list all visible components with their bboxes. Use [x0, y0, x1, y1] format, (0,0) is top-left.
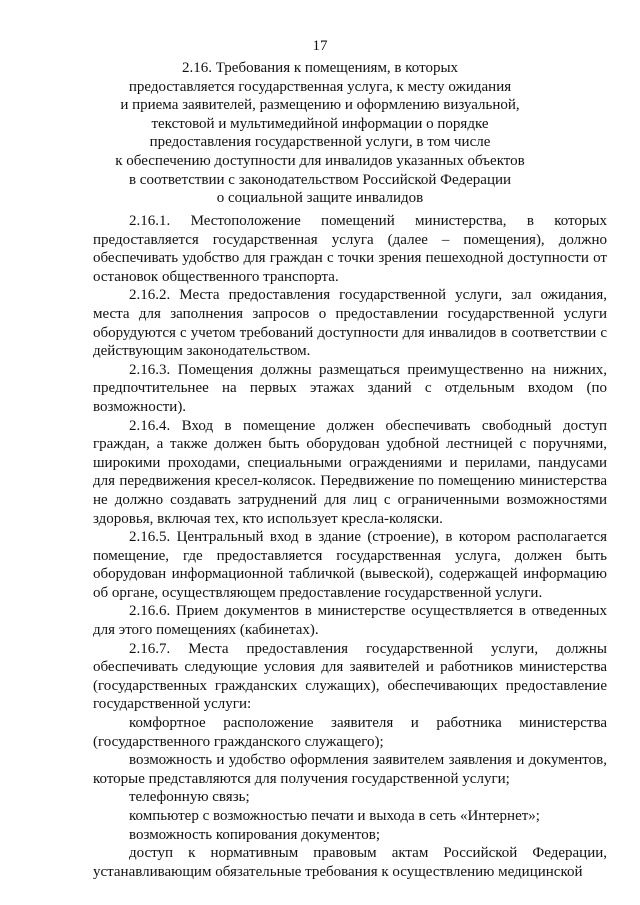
heading-line: текстовой и мультимедийной информации о порядке [151, 115, 489, 132]
list-item: компьютер с возможностью печати и выхода в сеть «Интернет»; [129, 808, 540, 824]
heading-line: предоставляется государственная услуга, к месту ожидания [128, 78, 512, 95]
list-item: доступ к нормативным правовым актам Российской Федерации, устанавливающим обязательные требования к осуществлению медицинской [93, 845, 607, 880]
heading-line: 2.16. Требования к помещениям, в которых [181, 60, 459, 76]
paragraph-2-16-1: 2.16.1. Местоположение помещений министерства, в которых предоставляется государственная услуга (далее – помещения), должно обеспечивать удобство для граждан с точки зрения пешеходной доступности от остановок общественного транспорта. [93, 213, 607, 285]
page-number: 17 [312, 38, 328, 54]
section-heading [95, 59, 545, 208]
paragraph-2-16-2: 2.16.2. Места предоставления государственной услуги, зал ожидания, места для заполнения запросов о предоставлении государственной услуги оборудуются с учетом требований доступности для инвалидов в соответствии с действующим законодательством. [93, 287, 607, 360]
list-item: комфортное расположение заявителя и работника министерства (государственного гражданского служащего); [93, 715, 607, 750]
paragraph-2-16-5: 2.16.5. Центральный вход в здание (строение), в котором располагается помещение, где предоставляется государственная услуга, должен быть оборудован информационной табличкой (вывеской), содержащей информацию об органе, осуществляющем предоставление государственной услуги. [93, 529, 607, 601]
body-text [93, 212, 607, 881]
heading-line: и приема заявителей, размещению и оформлению визуальной, [120, 97, 520, 114]
paragraph-2-16-7: 2.16.7. Места предоставления государственной услуги, должны обеспечивать следующие условия для заявителей и работников министерства (государственных гражданских служащих), обеспечивающих предоставление государственной услуги: [93, 640, 607, 713]
paragraph-2-16-4: 2.16.4. Вход в помещение должен обеспечивать свободный доступ граждан, а также должен быть оборудован удобной лестницей с поручнями, широкими проходами, специальными ограждениями и перилами, пандусами для передвижения кресел-колясок. Передвижение по помещению министерства не должно создавать затруднений для лиц с ограниченными возможностями здоровья, включая тех, кто использует кресла-коляски. [93, 417, 607, 527]
heading-line: к обеспечению доступности для инвалидов указанных объектов [115, 152, 525, 169]
heading-line: предоставления государственной услуги, в том числе [149, 134, 491, 151]
paragraph-2-16-6: 2.16.6. Прием документов в министерстве осуществляется в отведенных для этого помещениях (кабинетах). [93, 603, 607, 639]
heading-line: в соответствии с законодательством Российской Федерации [128, 171, 512, 188]
list-item: возможность копирования документов; [129, 826, 381, 843]
list-item: телефонную связь; [129, 789, 250, 806]
heading-line: о социальной защите инвалидов [216, 190, 424, 207]
list-item: возможность и удобство оформления заявителем заявления и документов, которые представляются для получения государственной услуги; [93, 752, 607, 787]
paragraph-2-16-3: 2.16.3. Помещения должны размещаться преимущественно на нижних, предпочтительнее на первых этажах зданий с отдельным входом (по возможности). [93, 361, 607, 415]
